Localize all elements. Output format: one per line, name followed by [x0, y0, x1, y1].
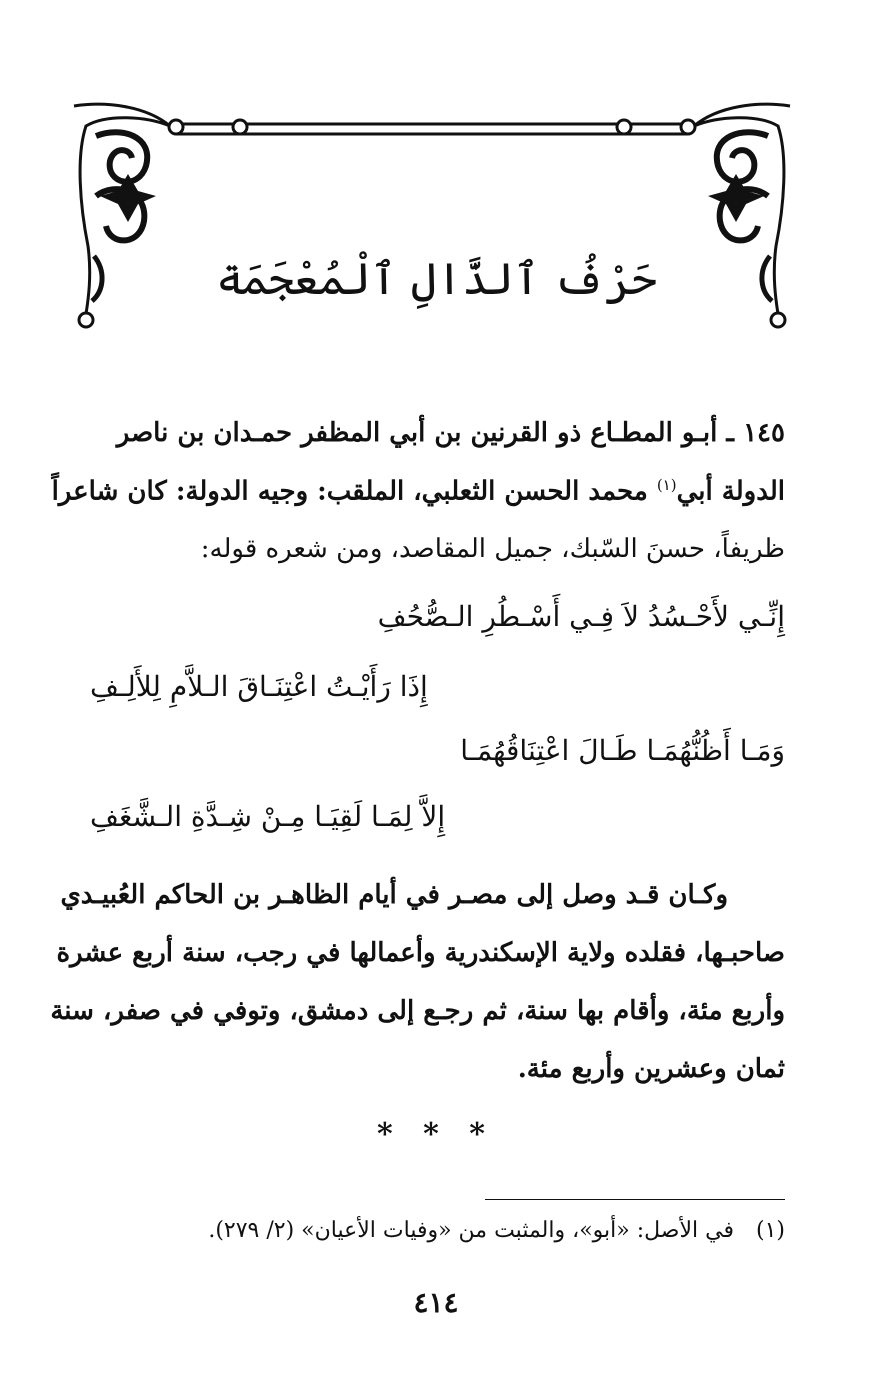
page-number: ٤١٤: [413, 1286, 459, 1319]
entry-line-1: ١٤٥ ـ أبـو المطـاع ذو القرنين بن أبي المظفر حمـدان بن ناصر: [116, 418, 785, 448]
poem-verse-2: إِذَا رَأَيْـتُ اعْتِنَـاقَ الـلاَّمِ لِلأَلِـفِ: [90, 670, 428, 703]
poem-verse-1: إِنِّـي لأَحْـسُدُ لاَ فِـي أَسْـطُرِ الـصُّحُفِ: [377, 600, 785, 633]
footnote: [208, 1218, 785, 1243]
entry-line-3: ظريفاً، حسنَ السّبك، جميل المقاصد، ومن شعره قوله:: [200, 534, 785, 564]
footnote-mark: (١): [755, 1218, 785, 1243]
footnote-reference[interactable]: (١): [656, 476, 677, 494]
narrative-line-2: صاحبـها، فقلده ولاية الإسكندرية وأعمالها في رجب، سنة أربع عشرة: [56, 938, 785, 968]
chapter-title: حَرْفُ ٱلذَّالِ ٱلْمُعْجَمَة: [216, 254, 657, 305]
section-separator: * * *: [377, 1117, 495, 1152]
poem-verse-3: وَمَـا أَظُنُّهُمَـا طَـالَ اعْتِنَاقُهُمَـا: [460, 734, 785, 767]
narrative-line-1: وكـان قـد وصل إلى مصـر في أيام الظاهـر بن الحاكم العُبيـدي: [60, 880, 728, 910]
poem-verse-4: إِلاَّ لِمَـا لَقِيَـا مِـنْ شِـدَّةِ الـشَّغَفِ: [90, 800, 446, 833]
narrative-line-3: وأربع مئة، وأقام بها سنة، ثم رجـع إلى دمشق، وتوفي في صفر، سنة: [50, 996, 785, 1026]
footnote-rule: [485, 1199, 785, 1200]
entry-line-2: [52, 476, 785, 507]
footnote-text: في الأصل: «أبو»، والمثبت من «وفيات الأعيان» (٢/ ٢٧٩).: [208, 1218, 734, 1243]
entry-line-2-start: الدولة أبي: [676, 476, 785, 507]
narrative-line-4: ثمان وعشرين وأربع مئة.: [517, 1054, 785, 1084]
entry-line-2-end: محمد الحسن الثعلبي، الملقب: وجيه الدولة: كان شاعراً: [51, 476, 648, 507]
